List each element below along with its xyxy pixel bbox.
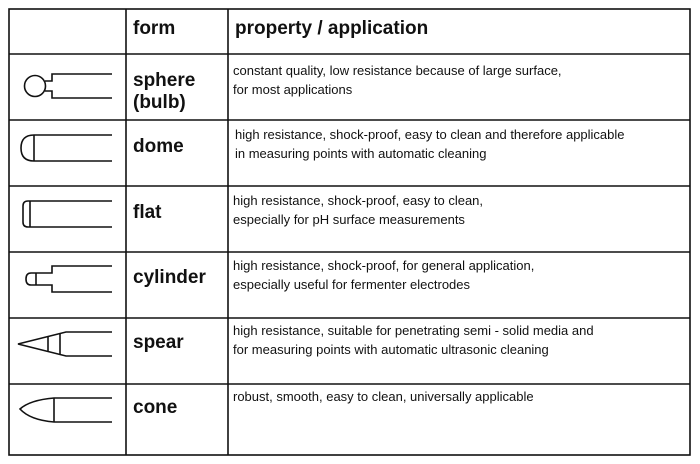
property-line: constant quality, low resistance because of large surface, [233,63,562,78]
cone-electrode-icon [14,391,116,431]
form-label-line: sphere [133,70,196,91]
property-text-flat [233,191,688,229]
form-label-line: cylinder [133,267,206,288]
property-line: high resistance, shock-proof, for general application, [233,258,535,273]
form-label-dome [133,136,227,158]
flat-electrode-icon [14,195,116,235]
form-label-cone [133,397,227,419]
property-line: high resistance, shock-proof, easy to clean and therefore applicable [235,127,625,142]
property-text-cone [233,387,688,406]
property-line: in measuring points with automatic cleaning [235,146,487,161]
form-label-flat [133,202,227,224]
header-property-application: property / application [235,18,429,39]
property-text-spear [233,321,688,359]
property-line: for most applications [233,82,353,97]
property-line: high resistance, suitable for penetrating semi - solid media and [233,323,594,338]
spear-electrode-icon [14,324,116,364]
form-label-line: (bulb) [133,92,186,113]
form-label-line: spear [133,332,184,353]
property-text-sphere [233,61,688,99]
property-text-dome [235,125,690,163]
property-line: for measuring points with automatic ultrasonic cleaning [233,342,549,357]
header-form: form [133,18,176,39]
dome-electrode-icon [14,129,116,169]
property-line: high resistance, shock-proof, easy to clean, [233,193,484,208]
cylinder-electrode-icon [14,260,116,300]
property-line: especially for pH surface measurements [233,212,465,227]
property-line: especially useful for fermenter electrodes [233,277,471,292]
property-text-cylinder [233,256,688,294]
form-label-cylinder [133,267,227,289]
form-label-line: dome [133,136,184,157]
property-line: robust, smooth, easy to clean, universally applicable [233,389,534,404]
sphere-bulb-electrode-icon [14,67,116,107]
form-label-line: flat [133,202,162,223]
form-label-line: cone [133,397,178,418]
form-label-spear [133,332,227,354]
form-label-sphere [133,70,227,114]
